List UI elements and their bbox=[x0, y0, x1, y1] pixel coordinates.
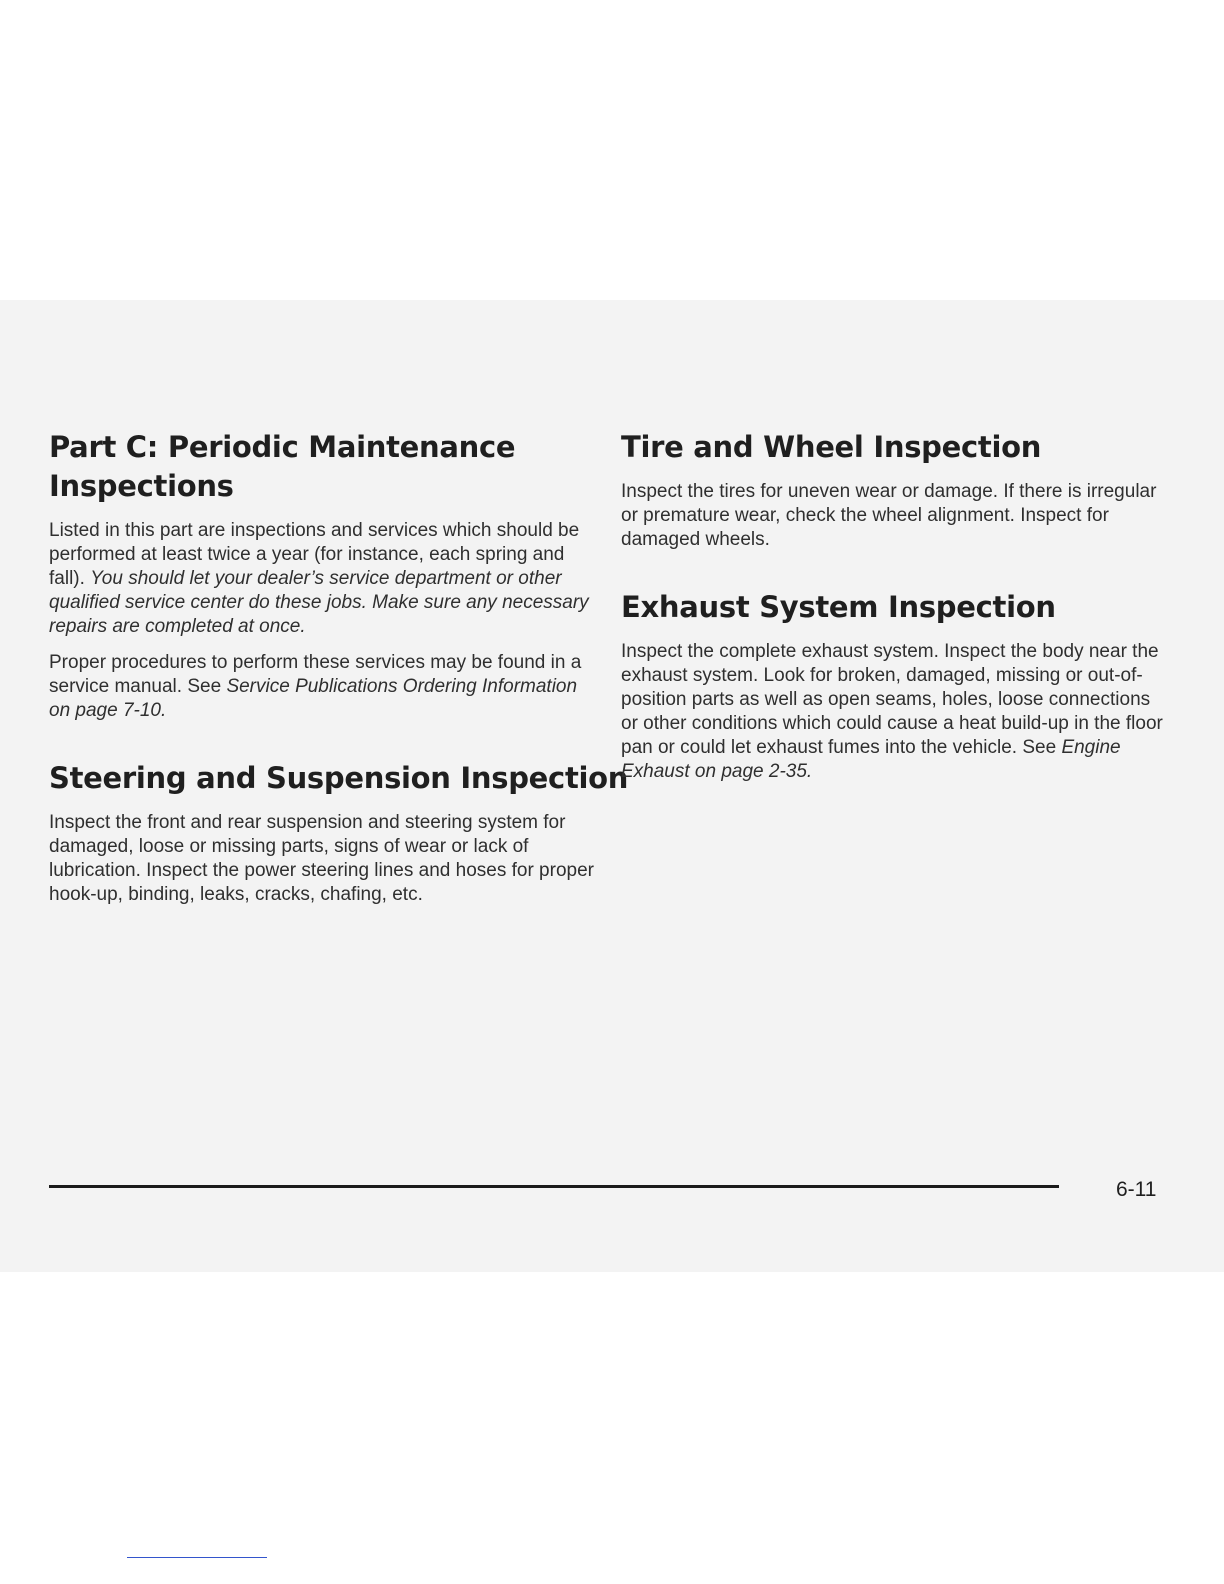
bottom-link-underline bbox=[127, 1557, 267, 1558]
footer-rule bbox=[49, 1185, 1059, 1188]
exhaust-system-heading: Exhaust System Inspection bbox=[621, 590, 1056, 624]
intro-text: Listed in this part are inspections and services which should be performed at least twice a year (for instance, each spring and fall). bbox=[49, 520, 580, 589]
exhaust-text: Inspect the complete exhaust system. Inspect the body near the exhaust system. Look for broken, damaged, missing or out-of-position parts as well as open seams, holes, loose connections or other conditions which could cause a heat build-up in the floor pan or could let exhaust fumes into the vehicle. See bbox=[621, 641, 1163, 758]
exhaust-paragraph bbox=[621, 640, 1166, 784]
right-column bbox=[621, 428, 1166, 796]
tire-paragraph: Inspect the tires for uneven wear or damage. If there is irregular or premature wear, check the wheel alignment. Inspect for damaged wheels. bbox=[621, 481, 1157, 550]
procedures-paragraph bbox=[49, 651, 594, 723]
steering-suspension-heading: Steering and Suspension Inspection bbox=[49, 761, 629, 795]
steering-paragraph: Inspect the front and rear suspension and steering system for damaged, loose or missing parts, signs of wear or lack of lubrication. Inspect the power steering lines and hoses for proper hook-up, binding, leaks, cracks, chafing, etc. bbox=[49, 812, 594, 905]
intro-paragraph bbox=[49, 519, 594, 639]
service-publications-reference[interactable]: Service Publications Ordering Information on page 7-10. bbox=[49, 676, 578, 721]
part-c-title: Part C: Periodic Maintenance Inspections bbox=[49, 430, 516, 503]
intro-italic-text: You should let your dealer’s service department or other qualified service center do these jobs. Make sure any necessary repairs are completed at once. bbox=[49, 568, 589, 637]
tire-wheel-heading: Tire and Wheel Inspection bbox=[621, 430, 1042, 464]
page-number: 6-11 bbox=[1116, 1178, 1157, 1201]
left-column bbox=[49, 428, 629, 919]
procedures-text: Proper procedures to perform these services may be found in a service manual. See bbox=[49, 652, 582, 697]
engine-exhaust-reference[interactable]: Engine Exhaust on page 2-35. bbox=[621, 737, 1121, 782]
